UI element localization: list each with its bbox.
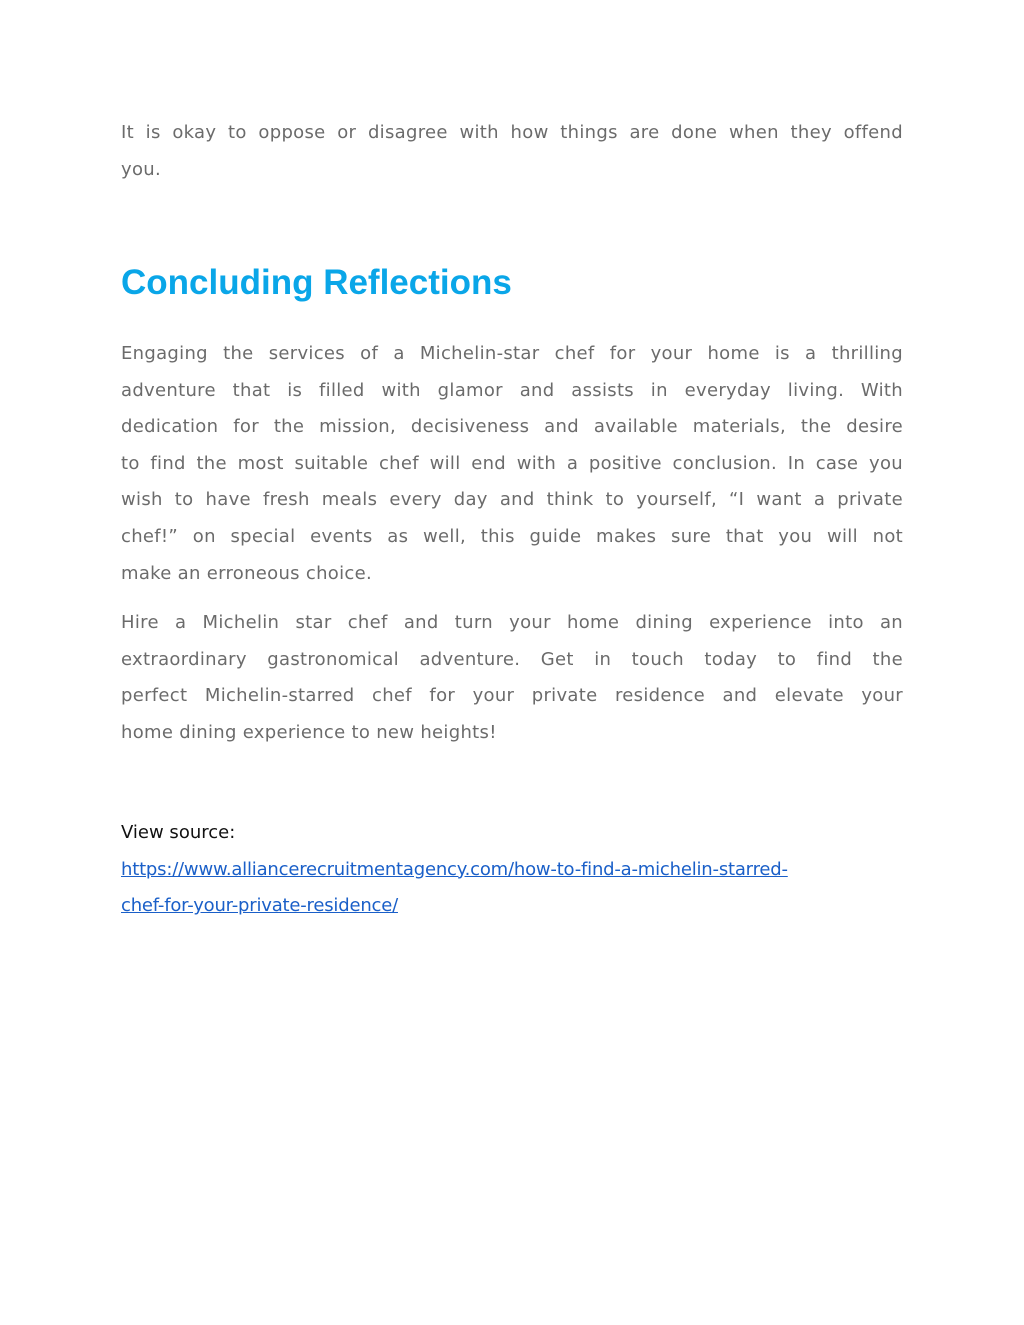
text-line: chef!” on special events as well, this guide makes sure that you will not [121, 525, 903, 547]
text-line: It is okay to oppose or disagree with how things are done when they offend [121, 122, 903, 143]
source-link[interactable] [121, 888, 903, 925]
text-line: home dining experience to new heights! [121, 721, 497, 743]
text-line: to find the most suitable chef will end with a positive conclusion. In case you [121, 452, 903, 474]
text-line: Engaging the services of a Michelin-star chef for your home is a thrilling [121, 343, 903, 364]
source-block [121, 815, 903, 925]
text-line: wish to have fresh meals every day and think to yourself, “I want a private [121, 489, 903, 511]
section-heading: Concluding Reflections [121, 263, 512, 302]
text-line: adventure that is filled with glamor and assists in everyday living. With [121, 379, 903, 401]
source-label: View source: [121, 822, 236, 843]
source-link-line[interactable]: https://www.alliancerecruitmentagency.com/how-to-find-a-michelin-starred- [121, 858, 788, 880]
text-line: make an erroneous choice. [121, 562, 372, 584]
conclusion-paragraph-1 [121, 336, 903, 592]
source-link-line[interactable]: chef-for-your-private-residence/ [121, 895, 398, 917]
text-line: Hire a Michelin star chef and turn your home dining experience into an [121, 612, 903, 633]
text-line: extraordinary gastronomical adventure. Get in touch today to find the [121, 648, 903, 670]
source-link[interactable] [121, 852, 903, 889]
text-line: you. [121, 158, 161, 180]
intro-paragraph [121, 115, 903, 188]
conclusion-paragraph-2 [121, 605, 903, 751]
text-line: dedication for the mission, decisiveness and available materials, the desire [121, 416, 903, 438]
text-line: perfect Michelin-starred chef for your private residence and elevate your [121, 685, 903, 707]
